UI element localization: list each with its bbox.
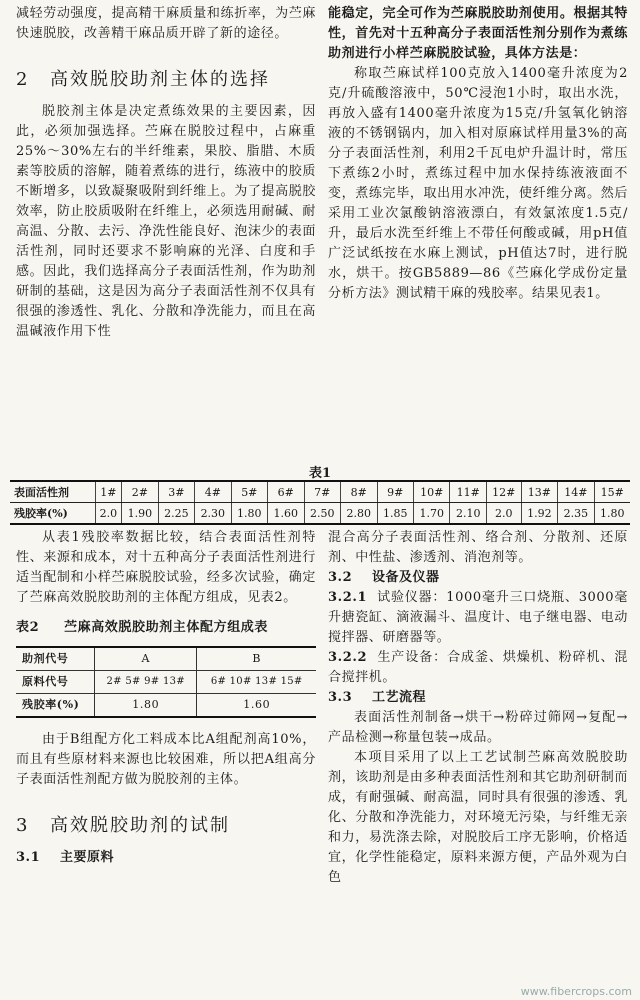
subsection-3-2-1-paragraph xyxy=(328,588,628,648)
method-intro-paragraph: 能稳定，完全可作为苎麻脱胶助剂使用。根据其特性，首先对十五种高分子表面活性剂分别作为煮练助剂进行小样苎麻脱胶试验，具体方法是： xyxy=(328,6,628,61)
method-paragraph: 称取苎麻试样100克放入1400毫升浓度为2克/升硫酸溶液中，50℃浸泡1小时，取出水洗，再放入盛有1400毫升浓度为15克/升氢氧化钠溶液的不锈钢锅内，加入相对原麻试样用量3%的高分子表面活性剂，利用2千瓦电炉升温计时，常压下煮练2小时，煮练过程中加水保持练液液面不变，煮练完毕，取出用水冲洗，使纤维分离。然后采用工业次氯酸钠溶液漂白，有效氯浓度1.5克/升，最后水洗至纤维上不带任何酸或碱，用pH值广泛试纸按在水麻上测试，pH值达7时，进行脱水，烘干。按GB5889—86《苎麻化学成份定量分析方法》测试精干麻的残胶率。结果见表1。 xyxy=(328,66,628,301)
table-1-caption: 表1 xyxy=(308,466,332,481)
section-2-title: 高效脱胶助剂主体的选择 xyxy=(50,69,270,90)
table-2-row-label: 原料代号 xyxy=(16,671,95,694)
column-bottom-right xyxy=(328,528,628,888)
table-1-cell: 5# xyxy=(231,481,267,503)
subsection-3-2-heading xyxy=(328,568,628,588)
section-2-number: 2 xyxy=(16,69,30,90)
table-2-row-agent xyxy=(16,647,316,671)
table-2-cell: 2# 5# 9# 13# xyxy=(95,671,197,694)
table-1-cell: 2.50 xyxy=(304,503,340,525)
table-1-cell: 7# xyxy=(304,481,340,503)
table-2-cell: 1.60 xyxy=(197,694,316,718)
table-2-row-label: 助剂代号 xyxy=(16,647,95,671)
table-2 xyxy=(16,646,316,718)
table-1-cell: 1.80 xyxy=(594,503,630,525)
table-1-cell: 1.92 xyxy=(521,503,557,525)
table-1-cell: 2.80 xyxy=(341,503,377,525)
table-1-cell: 10# xyxy=(413,481,449,503)
table-2-title: 苎麻高效脱胶助剂主体配方组成表 xyxy=(64,620,269,635)
table-1-cell: 14# xyxy=(558,481,594,503)
materials-paragraph: 混合高分子表面活性剂、络合剂、分散剂、还原剂、中性盐、渗透剂、消泡剂等。 xyxy=(328,530,628,565)
table-1-cell: 12# xyxy=(486,481,521,503)
section-2-heading xyxy=(16,70,316,90)
section-3-title: 高效脱胶助剂的试制 xyxy=(50,815,230,836)
table-1-cell: 2.10 xyxy=(450,503,486,525)
table-1-row-surfactants xyxy=(10,481,630,503)
product-description-paragraph: 本项目采用了以上工艺试制苎麻高效脱胶助剂，该助剂是由多种表面活性剂和其它助剂研制而成，有耐强碱、耐高温，同时具有很强的渗透、乳化、分散和净洗能力，对环境无污染，与纤维无亲和力，易洗涤去除，对脱胶后工序无影响，价格适宜，化学性能稳定，原料来源方便，产品外观为白色 xyxy=(328,750,628,885)
subsection-3-2-1-number: 3.2.1 xyxy=(328,590,368,605)
subsection-3-1-heading xyxy=(16,848,316,868)
table-2-caption xyxy=(16,618,316,638)
table-1-cell: 4# xyxy=(195,481,231,503)
column-bottom-left xyxy=(16,528,316,868)
table-1-row-label: 残胶率(%) xyxy=(10,503,95,525)
table-1-cell: 11# xyxy=(450,481,486,503)
table-1-cell: 1.90 xyxy=(122,503,158,525)
formula-choice-paragraph: 由于B组配方化工料成本比A组配剂高10%，而且有些原材料来源也比较困难，所以把A组高分子表面活性剂配方做为脱胶剂的主体。 xyxy=(16,732,316,787)
table-2-cell: A xyxy=(95,647,197,671)
table-2-row-label: 残胶率(%) xyxy=(16,694,95,718)
table-1-cell: 2.25 xyxy=(158,503,194,525)
process-flow: 表面活性剂制备→烘干→粉碎过筛网→复配→产品检测→称量包装→成品。 xyxy=(328,710,628,745)
column-top-left xyxy=(16,4,316,342)
subsection-3-3-number: 3.3 xyxy=(328,690,353,705)
table-1-cell: 3# xyxy=(158,481,194,503)
table-1-cell: 1.60 xyxy=(268,503,304,525)
column-top-right xyxy=(328,4,628,304)
subsection-3-1-number: 3.1 xyxy=(16,850,41,865)
section-3-number: 3 xyxy=(16,815,30,836)
subsection-3-2-2-number: 3.2.2 xyxy=(328,650,368,665)
subsection-3-1-title: 主要原料 xyxy=(60,850,115,865)
table-1-cell: 1.85 xyxy=(377,503,413,525)
subsection-3-3-heading xyxy=(328,688,628,708)
subsection-3-2-2-text: 生产设备：合成釜、烘燥机、粉碎机、混合搅拌机。 xyxy=(328,650,628,685)
table-1-cell: 2.0 xyxy=(95,503,121,525)
table-2-cell: 6# 10# 13# 15# xyxy=(197,671,316,694)
table-1-cell: 2.35 xyxy=(558,503,594,525)
table-1-cell: 9# xyxy=(377,481,413,503)
table-1-cell: 8# xyxy=(341,481,377,503)
table-2-row-materials xyxy=(16,671,316,694)
table-2-intro-paragraph: 从表1残胶率数据比较，结合表面活性剂特性、来源和成本，对十五种高分子表面活性剂进行适当配制和小样苎麻脱胶试验，经多次试验，确定了苎麻高效脱胶助剂的主体配方组成，见表2。 xyxy=(16,530,316,605)
table-1-cell: 2# xyxy=(122,481,158,503)
table-2-label: 表2 xyxy=(16,620,40,635)
table-2-cell: 1.80 xyxy=(95,694,197,718)
subsection-3-2-title: 设备及仪器 xyxy=(372,570,440,585)
table-1 xyxy=(10,480,630,525)
table-1-cell: 1.80 xyxy=(231,503,267,525)
intro-paragraph: 减轻劳动强度，提高精干麻质量和练折率，为苎麻快速脱胶，改善精干麻品质开辟了新的途径。 xyxy=(16,6,316,41)
watermark: www.fibercrops.com xyxy=(520,985,632,998)
table-1-row-label: 表面活性剂 xyxy=(10,481,95,503)
table-1-cell: 6# xyxy=(268,481,304,503)
table-1-cell: 1.70 xyxy=(413,503,449,525)
table-1-cell: 2.0 xyxy=(486,503,521,525)
subsection-3-3-title: 工艺流程 xyxy=(372,690,427,705)
table-2-cell: B xyxy=(197,647,316,671)
table-1-row-residual xyxy=(10,503,630,525)
section-3-heading xyxy=(16,816,316,836)
subsection-3-2-2-paragraph xyxy=(328,648,628,688)
subsection-3-2-1-text: 试验仪器：1000毫升三口烧瓶、3000毫升搪瓷缸、滴液漏斗、温度计、电子继电器、电动搅拌器、研磨器等。 xyxy=(328,590,628,645)
table-2-row-residual xyxy=(16,694,316,718)
section-2-paragraph: 脱胶剂主体是决定煮练效果的主要因素，因此，必须加强选择。苎麻在脱胶过程中，占麻重25%～30%左右的半纤维素，果胶、脂腊、木质素等胶质的溶解，随着煮练的进行，练液中的胶质不断增多，以致凝聚吸附到纤维上。为了提高脱胶效率，防止胶质吸附在纤维上，必须选用耐碱、耐高温、分散、去污、净洗性能良好、泡沫少的表面活性剂，同时还要求不影响麻的光泽、白度和手感。因此，我们选择高分子表面活性剂，作为助剂研制的基础，这是因为高分子表面活性剂不仅具有很强的渗透性、乳化、分散和净洗能力，而且在高温碱液作用下性 xyxy=(16,104,316,339)
subsection-3-2-number: 3.2 xyxy=(328,570,353,585)
table-1-cell: 15# xyxy=(594,481,630,503)
table-1-cell: 2.30 xyxy=(195,503,231,525)
table-1-cell: 1# xyxy=(95,481,121,503)
table-1-cell: 13# xyxy=(521,481,557,503)
